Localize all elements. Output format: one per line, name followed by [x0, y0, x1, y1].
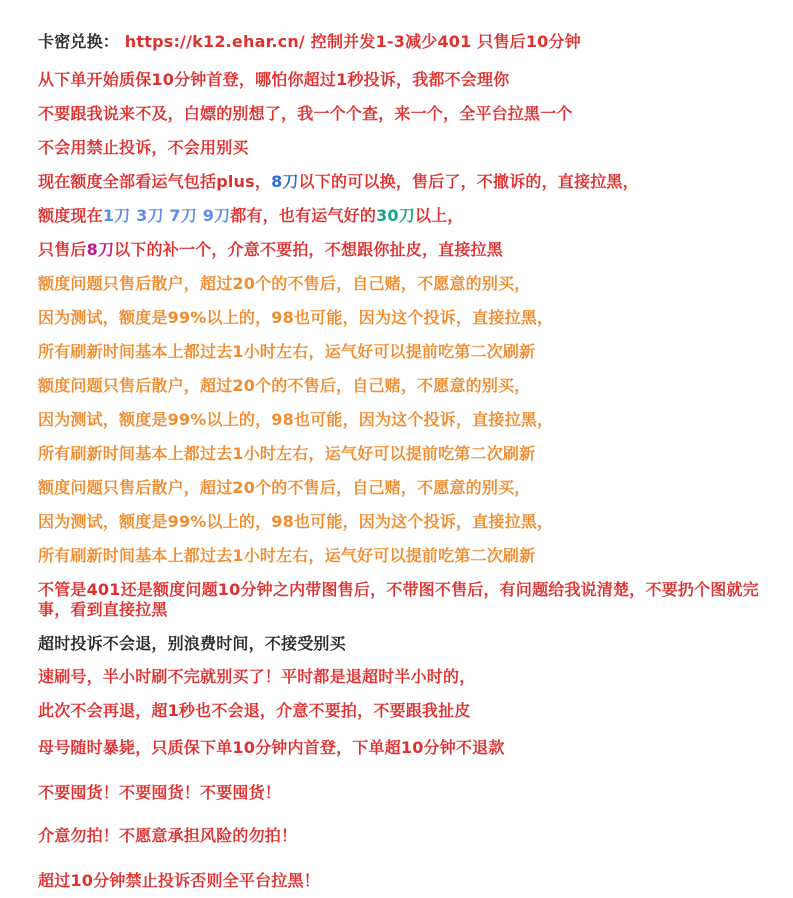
range-text-e: 以上， [414, 206, 464, 225]
concurrency-note: 控制并发1-3减少401 只售后10分钟 [310, 32, 581, 51]
timeout-line: 超时投诉不会退，别浪费时间，不接受别买 [38, 634, 346, 653]
range-highlight-values: 1刀 3刀 7刀 9刀 [102, 206, 231, 225]
orange-line-1c: 额度问题只售后散户，超过20个的不售后，自己赌，不愿意的别买， [38, 478, 531, 497]
orange-line-2c: 因为测试，额度是99%以上的，98也可能，因为这个投诉，直接拉黑， [38, 512, 554, 531]
range-highlight-30: 30刀 [376, 206, 415, 225]
orange-line-2a: 因为测试，额度是99%以上的，98也可能，因为这个投诉，直接拉黑， [38, 308, 554, 327]
orange-line-1b: 额度问题只售后散户，超过20个的不售后，自己赌，不愿意的别买， [38, 376, 531, 395]
quota-line [38, 172, 639, 192]
redeem-url-link[interactable]: https://k12.ehar.cn/ [124, 32, 305, 51]
image-aftersale-line: 不管是401还是额度问题10分钟之内带图售后，不带图不售后，有问题给我说清楚，不要扔个图就完事，看到直接拉黑 [38, 580, 759, 619]
aftersale-highlight-8: 8刀 [86, 240, 115, 259]
card-redeem-label: 卡密兑换： [38, 32, 120, 51]
blacklist-line: 不要跟我说来不及，白嫖的别想了，我一个个查，来一个，全平台拉黑一个 [38, 104, 573, 123]
orange-line-3a: 所有刷新时间基本上都过去1小时左右，运气好可以提前吃第二次刷新 [38, 342, 536, 361]
aftersale-line [38, 240, 503, 260]
no-refund-line: 此次不会再退，超1秒也不会退，介意不要拍，不要跟我扯皮 [38, 701, 471, 720]
orange-line-1a: 额度问题只售后散户，超过20个的不售后，自己赌，不愿意的别买， [38, 274, 531, 293]
orange-line-2b: 因为测试，额度是99%以上的，98也可能，因为这个投诉，直接拉黑， [38, 410, 554, 429]
orange-line-3b: 所有刷新时间基本上都过去1小时左右，运气好可以提前吃第二次刷新 [38, 444, 536, 463]
orange-line-3c: 所有刷新时间基本上都过去1小时左右，运气好可以提前吃第二次刷新 [38, 546, 536, 565]
mind-risk-line: 介意勿拍！不愿意承担风险的勿拍！ [38, 826, 298, 845]
no-complaint-line: 不会用禁止投诉，不会用别买 [38, 138, 249, 157]
quota-text-c: 以下的可以换，售后了，不撤诉的，直接拉黑， [298, 172, 639, 191]
aftersale-text-c: 以下的补一个，介意不要拍，不想跟你扯皮，直接拉黑 [114, 240, 503, 259]
master-account-line: 母号随时暴毙，只质保下单10分钟内首登，下单超10分钟不退款 [38, 738, 505, 757]
final-warning-line: 超过10分钟禁止投诉否则全平台拉黑！ [38, 871, 320, 890]
aftersale-text-a: 只售后 [38, 240, 87, 259]
quota-highlight-8: 8刀 [271, 172, 299, 191]
speed-line: 速刷号，半小时刷不完就别买了！平时都是退超时半小时的， [38, 667, 476, 686]
quota-text-a: 现在额度全部看运气包括plus， [38, 172, 272, 191]
no-hoarding-line: 不要囤货！不要囤货！不要囤货！ [38, 783, 282, 802]
quota-range-line [38, 206, 464, 226]
header-line [38, 32, 581, 52]
range-text-c: 都有，也有运气好的 [230, 206, 377, 225]
range-text-a: 额度现在 [38, 206, 103, 225]
warranty-line: 从下单开始质保10分钟首登，哪怕你超过1秒投诉，我都不会理你 [38, 70, 510, 89]
